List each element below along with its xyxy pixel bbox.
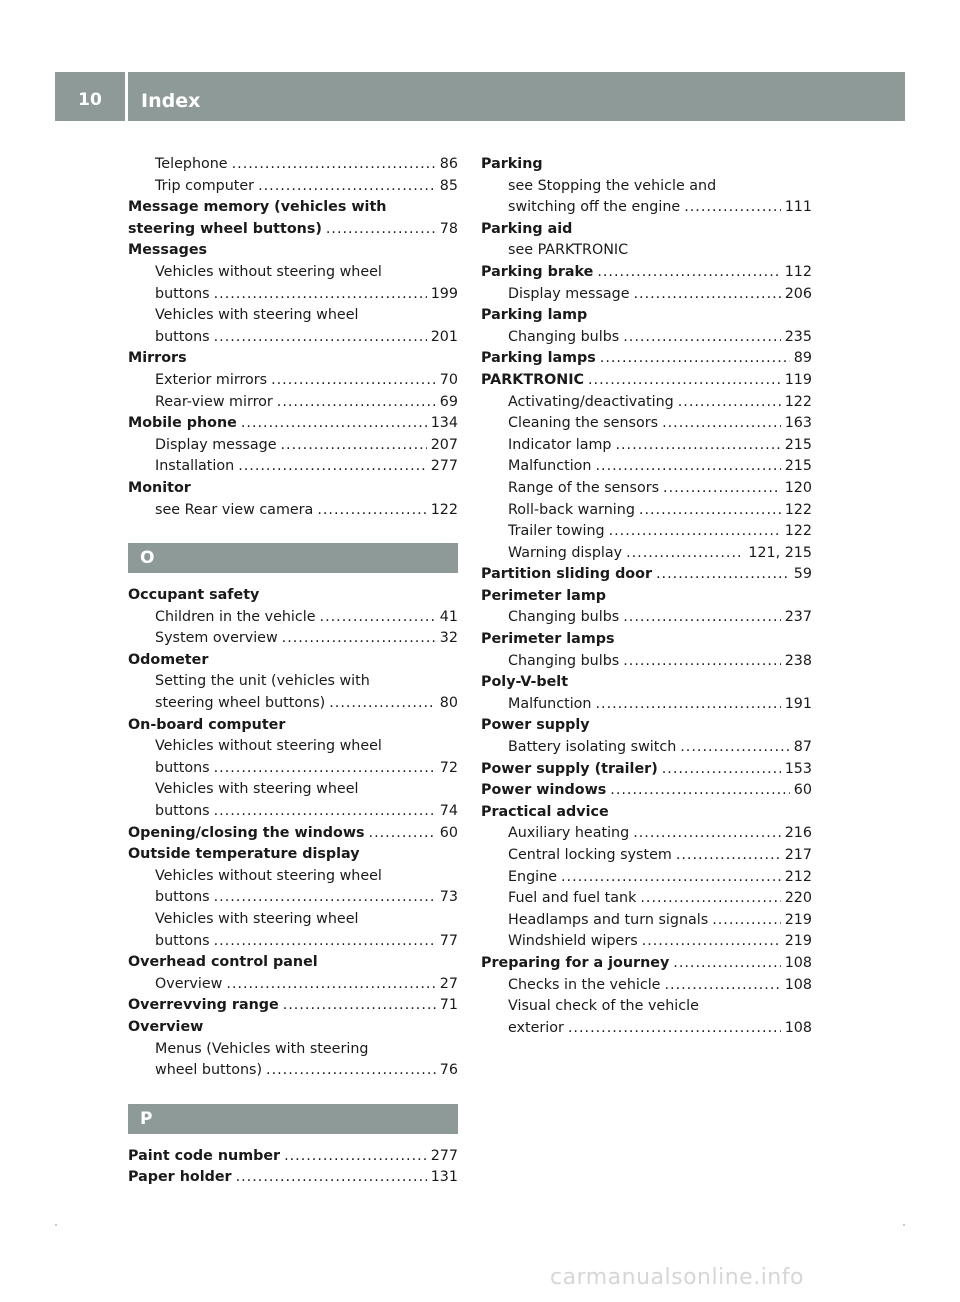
page-reference[interactable]: 60 <box>439 824 458 841</box>
entry-label: Vehicles with steering wheel <box>155 307 359 324</box>
page-reference[interactable]: 60 <box>793 782 812 799</box>
entry-label: exterior <box>508 1019 564 1036</box>
entry-label: Activating/deactivating <box>508 393 674 410</box>
entry-label: buttons <box>155 759 210 776</box>
page-reference[interactable]: 237 <box>784 609 812 626</box>
index-subentry[interactable] <box>481 478 812 500</box>
entry-label: Parking aid <box>481 220 573 237</box>
dot-leader <box>623 651 780 673</box>
entry-label: Menus (Vehicles with steering <box>155 1040 369 1057</box>
index-subentry[interactable] <box>481 651 812 673</box>
page-reference[interactable]: 59 <box>793 566 812 583</box>
page-reference[interactable]: 108 <box>784 976 812 993</box>
entry-label: Parking lamp <box>481 307 588 324</box>
page-reference[interactable]: 122 <box>430 501 458 518</box>
dot-leader <box>214 758 436 780</box>
dot-leader <box>634 284 781 306</box>
index-subentry[interactable] <box>128 1060 458 1082</box>
index-entry[interactable] <box>128 823 458 845</box>
entry-label: Battery isolating switch <box>508 739 677 756</box>
entry-label: Parking brake <box>481 263 594 280</box>
entry-label: Vehicles without steering wheel <box>155 738 382 755</box>
page-reference[interactable]: 76 <box>439 1062 458 1079</box>
dot-leader <box>284 1146 427 1168</box>
dot-leader <box>238 456 427 478</box>
watermark: carmanualsonline.info <box>550 1265 804 1290</box>
index-subentry[interactable] <box>128 628 458 650</box>
dot-leader <box>662 759 781 781</box>
index-subentry[interactable] <box>128 758 458 780</box>
index-subentry[interactable] <box>128 931 458 953</box>
index-subentry[interactable] <box>481 543 812 565</box>
page-reference[interactable]: 86 <box>439 156 458 172</box>
entry-label: Paper holder <box>128 1169 232 1186</box>
entry-label: Parking lamps <box>481 350 596 367</box>
entry-label: Checks in the vehicle <box>508 976 661 993</box>
entry-label: Vehicles without steering wheel <box>155 867 382 884</box>
dot-leader <box>241 413 427 435</box>
entry-label: see Stopping the vehicle and <box>508 177 717 194</box>
entry-label: Exterior mirrors <box>155 371 268 388</box>
index-subentry[interactable] <box>481 737 812 759</box>
page-reference[interactable]: 206 <box>784 285 812 302</box>
page-reference[interactable]: 69 <box>439 393 458 410</box>
page-number: 10 <box>78 89 102 110</box>
dot-leader <box>676 845 781 867</box>
index-entry <box>128 478 458 500</box>
page-reference[interactable]: 191 <box>784 695 812 712</box>
entry-label: Mirrors <box>128 350 187 367</box>
page-reference[interactable]: 277 <box>430 458 458 475</box>
entry-label: Power supply <box>481 717 590 734</box>
index-subentry[interactable] <box>481 456 812 478</box>
index-entry <box>481 586 812 608</box>
index-subentry[interactable] <box>481 845 812 867</box>
dot-leader <box>633 823 781 845</box>
page-reference[interactable]: 235 <box>784 328 812 345</box>
index-entry <box>481 802 812 824</box>
index-subentry[interactable] <box>481 1018 812 1040</box>
page-reference[interactable]: 32 <box>439 630 458 647</box>
index-subentry[interactable] <box>481 694 812 716</box>
index-entry <box>481 154 812 176</box>
page-reference[interactable]: 77 <box>439 932 458 949</box>
dot-leader <box>597 262 780 284</box>
dot-leader <box>281 435 427 457</box>
page-reference[interactable]: 199 <box>430 285 458 302</box>
section-letter: O <box>128 543 458 573</box>
index-subentry[interactable] <box>128 801 458 823</box>
entry-label: Installation <box>155 458 235 475</box>
index-subentry[interactable] <box>481 607 812 629</box>
dot-leader <box>369 823 436 845</box>
page-reference[interactable]: 238 <box>784 652 812 669</box>
index-subentry[interactable] <box>481 931 812 953</box>
page-reference[interactable]: 70 <box>439 371 458 388</box>
index-subentry[interactable] <box>128 154 458 176</box>
entry-label: see Rear view camera <box>155 501 314 518</box>
index-entry[interactable] <box>128 413 458 435</box>
dot-leader <box>266 1060 436 1082</box>
entry-label: Overview <box>128 1018 204 1035</box>
page-reference[interactable]: 220 <box>784 890 812 907</box>
footer-mark-right <box>903 1224 905 1226</box>
dot-leader <box>600 348 790 370</box>
index-entry <box>128 650 458 672</box>
index-entry <box>128 952 458 974</box>
dot-leader <box>283 995 436 1017</box>
index-subentry[interactable] <box>128 284 458 306</box>
entry-label: Parking <box>481 156 543 172</box>
header-divider <box>125 72 128 121</box>
index-entry[interactable] <box>481 370 812 392</box>
page-reference[interactable]: 277 <box>430 1147 458 1164</box>
entry-label: Poly-V-belt <box>481 674 569 691</box>
dot-leader <box>639 500 781 522</box>
index-subentry[interactable] <box>481 888 812 910</box>
dot-leader <box>236 1167 427 1189</box>
entry-label: Vehicles with steering wheel <box>155 911 359 927</box>
dot-leader <box>673 953 780 975</box>
index-subentry[interactable] <box>481 392 812 414</box>
dot-leader <box>684 197 780 219</box>
index-subentry[interactable] <box>128 176 458 198</box>
index-subentry[interactable] <box>481 284 812 306</box>
entry-label: Power windows <box>481 782 607 799</box>
index-subentry <box>128 1039 458 1061</box>
index-column-right <box>481 154 812 1039</box>
entry-label: Rear-view mirror <box>155 393 273 410</box>
index-entry[interactable] <box>481 564 812 586</box>
entry-label: switching off the engine <box>508 199 681 216</box>
entry-label: Setting the unit (vehicles with <box>155 673 370 690</box>
footer-mark-left <box>55 1224 57 1226</box>
dot-leader <box>615 435 780 457</box>
page-reference[interactable]: 41 <box>439 608 458 625</box>
entry-label: Changing bulbs <box>508 652 620 669</box>
entry-label: Odometer <box>128 651 209 668</box>
index-entry[interactable] <box>128 995 458 1017</box>
index-entry[interactable] <box>481 348 812 370</box>
page-reference[interactable]: 27 <box>439 975 458 992</box>
entry-label: Malfunction <box>508 695 592 712</box>
entry-label: Headlamps and turn signals <box>508 911 709 928</box>
dot-leader <box>642 931 781 953</box>
entry-label: Display message <box>508 285 630 302</box>
index-subentry <box>128 779 458 801</box>
index-entry <box>128 585 458 607</box>
index-entry <box>481 305 812 327</box>
page-reference[interactable]: 163 <box>784 415 812 432</box>
page-reference[interactable]: 71 <box>439 997 458 1014</box>
entry-label: Opening/closing the windows <box>128 824 365 841</box>
dot-leader <box>568 1018 781 1040</box>
index-subentry[interactable] <box>128 693 458 715</box>
entry-label: steering wheel buttons) <box>128 220 322 237</box>
entry-label: Messages <box>128 242 208 259</box>
index-subentry[interactable] <box>481 413 812 435</box>
entry-label: Auxiliary heating <box>508 825 630 842</box>
index-subentry[interactable] <box>481 867 812 889</box>
dot-leader <box>640 888 780 910</box>
dot-leader <box>277 392 436 414</box>
page-reference[interactable]: 74 <box>439 803 458 820</box>
dot-leader <box>678 392 781 414</box>
dot-leader <box>656 564 790 586</box>
index-entry[interactable] <box>481 780 812 802</box>
dot-leader <box>712 910 781 932</box>
entry-label: buttons <box>155 328 210 345</box>
index-subentry <box>481 996 812 1018</box>
entry-label: Changing bulbs <box>508 609 620 626</box>
entry-label: Perimeter lamp <box>481 587 606 604</box>
entry-label: Occupant safety <box>128 587 260 604</box>
dot-leader <box>680 737 790 759</box>
dot-leader <box>664 975 780 997</box>
index-entry <box>481 629 812 651</box>
entry-label: Windshield wipers <box>508 933 638 950</box>
entry-label: Malfunction <box>508 458 592 475</box>
entry-label: Overrevving range <box>128 997 279 1014</box>
page-reference[interactable]: 219 <box>784 933 812 950</box>
index-entry[interactable] <box>481 759 812 781</box>
index-entry <box>481 715 812 737</box>
page-reference[interactable]: 72 <box>439 759 458 776</box>
dot-leader <box>595 456 780 478</box>
index-entry[interactable] <box>128 1146 458 1168</box>
dot-leader <box>623 327 780 349</box>
page-reference[interactable]: 80 <box>439 695 458 712</box>
index-subentry[interactable] <box>481 327 812 349</box>
entry-label: Trip computer <box>155 177 255 194</box>
entry-label: Outside temperature display <box>128 846 360 863</box>
entry-label: Power supply (trailer) <box>481 760 658 777</box>
entry-label: Message memory (vehicles with <box>128 199 387 216</box>
page-reference[interactable]: 219 <box>784 911 812 928</box>
page-reference[interactable]: 122 <box>784 393 812 410</box>
index-entry <box>128 844 458 866</box>
index-subentry[interactable] <box>128 435 458 457</box>
index-subentry[interactable] <box>128 370 458 392</box>
index-subentry <box>481 176 812 198</box>
page-reference[interactable]: 85 <box>439 177 458 194</box>
dot-leader <box>258 176 436 198</box>
dot-leader <box>623 607 780 629</box>
page-reference[interactable]: 121, 215 <box>748 544 812 561</box>
page-title: Index <box>141 90 201 112</box>
index-entry <box>481 672 812 694</box>
page-reference[interactable]: 108 <box>784 954 812 971</box>
index-subentry <box>128 305 458 327</box>
page-reference[interactable]: 215 <box>784 458 812 475</box>
page-reference[interactable]: 153 <box>784 760 812 777</box>
index-entry <box>128 715 458 737</box>
index-column-left <box>128 154 458 1189</box>
entry-label: Range of the sensors <box>508 479 660 496</box>
entry-label: Vehicles with steering wheel <box>155 781 359 798</box>
page-reference[interactable]: 112 <box>784 263 812 280</box>
index-subentry[interactable] <box>128 887 458 909</box>
dot-leader <box>214 327 427 349</box>
index-subentry[interactable] <box>481 975 812 997</box>
index-subentry <box>128 866 458 888</box>
index-entry[interactable] <box>481 262 812 284</box>
dot-leader <box>282 628 436 650</box>
page-reference[interactable]: 201 <box>430 328 458 345</box>
index-entry <box>128 240 458 262</box>
page-reference[interactable]: 122 <box>784 501 812 518</box>
entry-label: wheel buttons) <box>155 1062 263 1079</box>
entry-label: Children in the vehicle <box>155 608 316 625</box>
dot-leader <box>561 867 781 889</box>
entry-label: Monitor <box>128 479 191 496</box>
page-reference[interactable]: 119 <box>784 371 812 388</box>
entry-label: Indicator lamp <box>508 436 612 453</box>
entry-label: Mobile phone <box>128 415 237 432</box>
index-subentry <box>128 736 458 758</box>
index-subentry[interactable] <box>481 521 812 543</box>
entry-label: buttons <box>155 803 210 820</box>
page-reference[interactable]: 122 <box>784 523 812 540</box>
dot-leader <box>214 284 427 306</box>
dot-leader <box>214 887 436 909</box>
index-subentry[interactable] <box>128 456 458 478</box>
page-reference[interactable]: 108 <box>784 1019 812 1036</box>
index-subentry[interactable] <box>481 823 812 845</box>
dot-leader <box>214 801 436 823</box>
entry-label: Perimeter lamps <box>481 631 615 648</box>
page-reference[interactable]: 216 <box>784 825 812 842</box>
dot-leader <box>317 500 426 522</box>
index-entry[interactable] <box>128 219 458 241</box>
entry-label: On-board computer <box>128 716 286 733</box>
entry-label: Cleaning the sensors <box>508 415 659 432</box>
index-subentry <box>128 262 458 284</box>
entry-label: System overview <box>155 630 278 647</box>
index-subentry[interactable] <box>481 910 812 932</box>
dot-leader <box>214 931 436 953</box>
dot-leader <box>271 370 436 392</box>
entry-label: PARKTRONIC <box>481 371 585 388</box>
dot-leader <box>610 780 790 802</box>
page-reference[interactable]: 215 <box>784 436 812 453</box>
entry-label: Fuel and fuel tank <box>508 890 637 907</box>
entry-label: Visual check of the vehicle <box>508 998 699 1015</box>
entry-label: Overview <box>155 975 223 992</box>
index-entry[interactable] <box>128 1167 458 1189</box>
page-reference[interactable]: 131 <box>430 1169 458 1186</box>
index-subentry[interactable] <box>128 500 458 522</box>
index-entry <box>481 219 812 241</box>
dot-leader <box>232 154 436 176</box>
entry-label: Overhead control panel <box>128 954 318 971</box>
index-subentry[interactable] <box>128 607 458 629</box>
page-reference[interactable]: 207 <box>430 436 458 453</box>
index-subentry <box>128 671 458 693</box>
index-entry <box>128 348 458 370</box>
page-reference[interactable]: 78 <box>439 220 458 237</box>
entry-label: buttons <box>155 932 210 949</box>
entry-label: Trailer towing <box>508 523 605 540</box>
page-reference[interactable]: 111 <box>784 199 812 216</box>
page-header <box>55 72 905 121</box>
entry-label: steering wheel buttons) <box>155 695 326 712</box>
index-subentry[interactable] <box>128 327 458 349</box>
entry-label: Paint code number <box>128 1147 281 1164</box>
index-subentry[interactable] <box>481 435 812 457</box>
dot-leader <box>320 607 436 629</box>
entry-label: Partition sliding door <box>481 566 653 583</box>
page-reference[interactable]: 89 <box>793 350 812 367</box>
dot-leader <box>588 370 781 392</box>
index-subentry <box>128 909 458 931</box>
entry-label: buttons <box>155 889 210 906</box>
dot-leader <box>326 219 436 241</box>
dot-leader <box>626 543 744 565</box>
entry-label: Practical advice <box>481 803 609 820</box>
index-entry <box>128 1017 458 1039</box>
entry-label: Engine <box>508 868 557 885</box>
section-letter: P <box>128 1104 458 1134</box>
dot-leader <box>662 413 781 435</box>
index-subentry[interactable] <box>128 974 458 996</box>
index-subentry[interactable] <box>481 500 812 522</box>
dot-leader <box>609 521 781 543</box>
page-reference[interactable]: 217 <box>784 847 812 863</box>
page-reference[interactable]: 73 <box>439 889 458 906</box>
page-reference[interactable]: 212 <box>784 868 812 885</box>
dot-leader <box>663 478 781 500</box>
index-entry <box>128 197 458 219</box>
entry-label: Changing bulbs <box>508 328 620 345</box>
entry-label: buttons <box>155 285 210 302</box>
entry-label: Warning display <box>508 544 623 561</box>
dot-leader <box>595 694 780 716</box>
entry-label: Central locking system <box>508 847 672 863</box>
index-subentry[interactable] <box>128 392 458 414</box>
entry-label: Display message <box>155 436 277 453</box>
page-reference[interactable]: 134 <box>430 415 458 432</box>
dot-leader <box>226 974 435 996</box>
index-entry[interactable] <box>481 953 812 975</box>
page-reference[interactable]: 87 <box>793 739 812 756</box>
index-subentry <box>481 240 812 262</box>
entry-label: Vehicles without steering wheel <box>155 263 382 280</box>
entry-label: Telephone <box>155 156 228 172</box>
entry-label: see PARKTRONIC <box>508 242 629 259</box>
index-subentry[interactable] <box>481 197 812 219</box>
entry-label: Preparing for a journey <box>481 954 670 971</box>
dot-leader <box>329 693 436 715</box>
entry-label: Roll-back warning <box>508 501 635 518</box>
page-reference[interactable]: 120 <box>784 479 812 496</box>
